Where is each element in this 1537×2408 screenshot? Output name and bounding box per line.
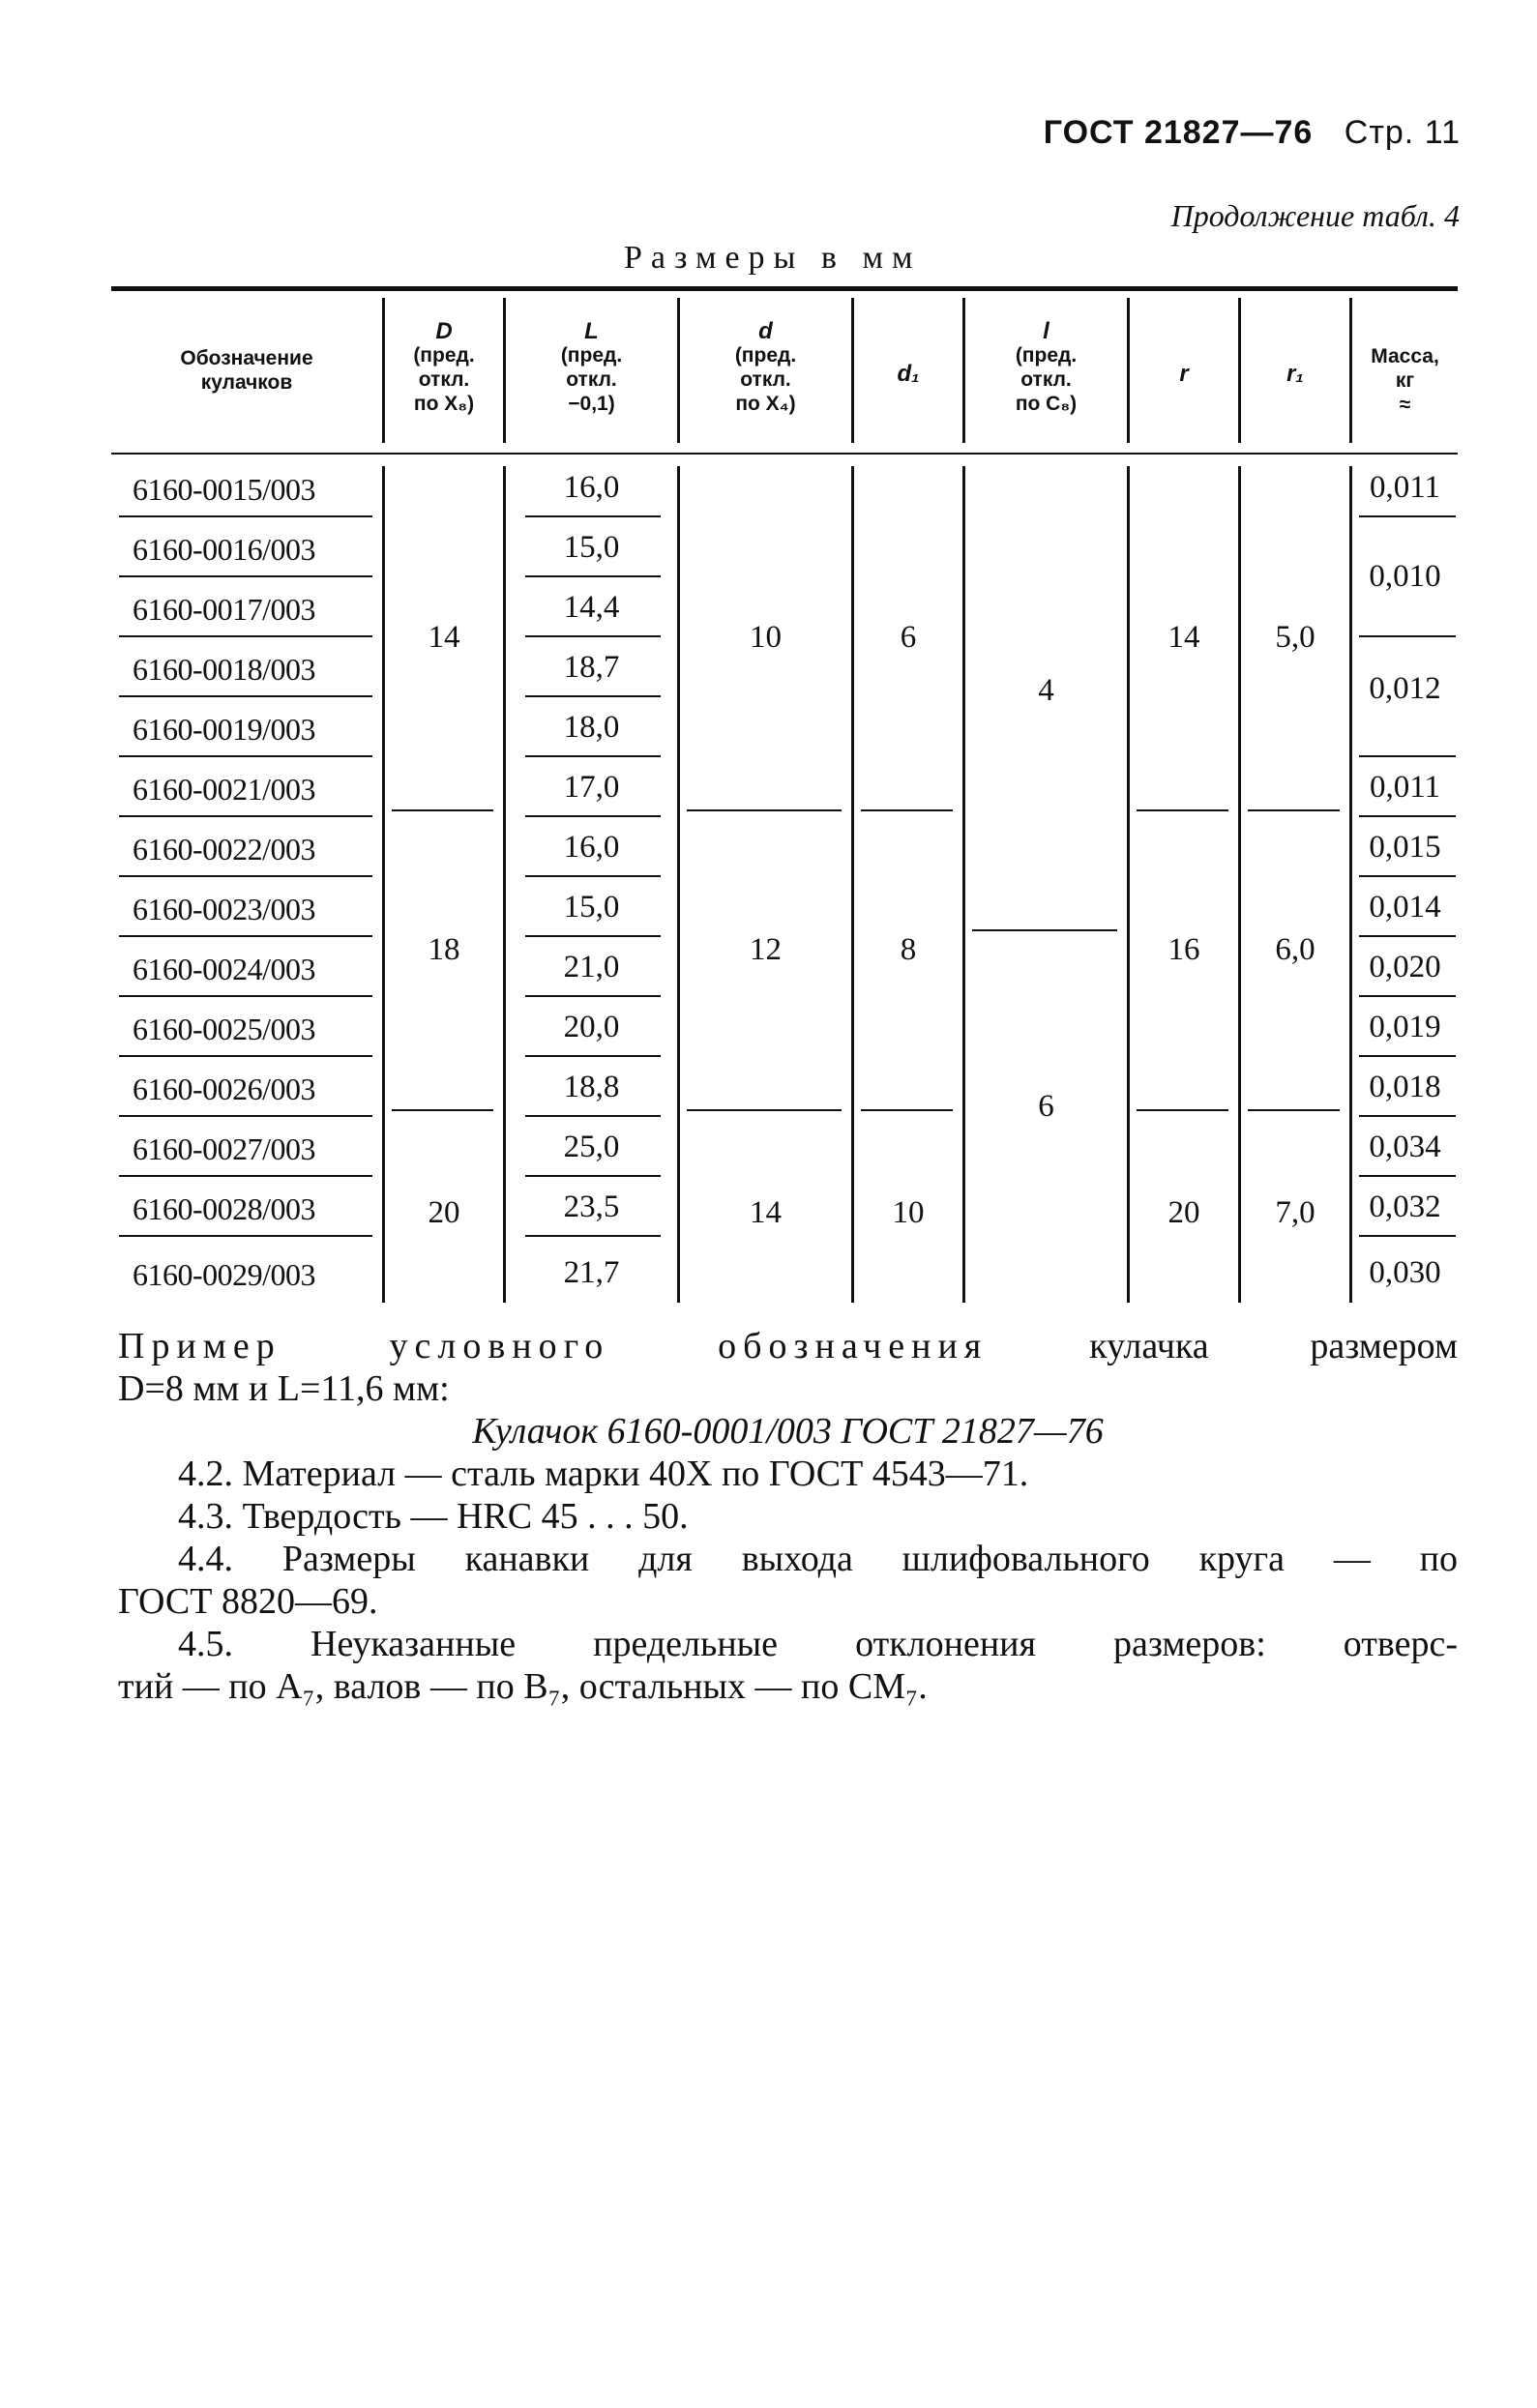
group-separator [1137, 809, 1228, 811]
code-cell: 6160-0027/003 [133, 1131, 316, 1166]
col-divider [1127, 466, 1130, 1303]
row-underline [525, 815, 661, 817]
page-header [967, 114, 1461, 152]
row-underline [1359, 1115, 1456, 1117]
row-underline [525, 1235, 661, 1237]
col-divider [851, 466, 854, 1303]
mass-cell: 0,011 [1369, 470, 1441, 505]
D-value: 20 [428, 1195, 460, 1230]
header-r1: r₁ [1286, 361, 1304, 387]
r1-value: 5,0 [1275, 620, 1315, 655]
code-cell: 6160-0023/003 [133, 892, 316, 926]
example-designation: Кулачок 6160-0001/003 ГОСТ 21827—76 [472, 1411, 1104, 1452]
l-value: 6 [1038, 1089, 1054, 1124]
row-underline [525, 575, 661, 577]
group-separator [861, 809, 953, 811]
d1-value: 8 [900, 932, 917, 967]
dimensions-table [111, 286, 1458, 1311]
group-separator [1248, 809, 1340, 811]
row-underline [119, 1235, 372, 1237]
row-underline [1359, 815, 1456, 817]
mass-cell: 0,034 [1369, 1130, 1441, 1164]
mass-cell: 0,014 [1369, 890, 1441, 925]
header-L: L (пред. откл. −0,1) [560, 318, 623, 415]
table-continuation-label: Продолжение табл. 4 [1170, 198, 1460, 233]
row-underline [525, 1115, 661, 1117]
col-divider [382, 466, 385, 1303]
row-underline [119, 995, 372, 997]
group-separator [687, 809, 842, 811]
header-d: d (пред. откл. по X₄) [734, 318, 797, 415]
L-cell: 14,4 [563, 590, 620, 625]
L-cell: 21,7 [563, 1255, 620, 1290]
col-divider [677, 466, 680, 1303]
L-cell: 18,7 [563, 650, 620, 685]
row-underline [119, 695, 372, 697]
col-divider [1238, 466, 1241, 1303]
mass-cell: 0,018 [1369, 1070, 1441, 1104]
code-cell: 6160-0026/003 [133, 1072, 316, 1106]
clause-4-3: 4.3. Твердость — HRC 45 . . . 50. [178, 1496, 689, 1537]
row-underline [1359, 935, 1456, 937]
row-underline [119, 1175, 372, 1177]
clause-4-2: 4.2. Материал — сталь марки 40Х по ГОСТ 4543—71. [178, 1454, 1029, 1494]
row-underline [119, 875, 372, 877]
code-cell: 6160-0029/003 [133, 1257, 316, 1292]
L-cell: 21,0 [563, 950, 620, 984]
standard-number: ГОСТ 21827—76 [1043, 114, 1314, 151]
row-underline [119, 575, 372, 577]
code-cell: 6160-0024/003 [133, 952, 316, 986]
L-cell: 17,0 [563, 770, 620, 805]
group-separator [861, 1109, 953, 1111]
D-value: 14 [428, 620, 460, 655]
row-underline [525, 755, 661, 757]
example-heading: Пример условного обозначения [118, 1326, 989, 1366]
mass-cell: 0,010 [1369, 559, 1441, 594]
row-underline [119, 1055, 372, 1057]
group-separator [1248, 1109, 1340, 1111]
row-underline [119, 935, 372, 937]
L-cell: 16,0 [563, 830, 620, 865]
row-underline [1359, 995, 1456, 997]
code-cell: 6160-0028/003 [133, 1191, 316, 1226]
group-separator [972, 929, 1117, 931]
r1-value: 7,0 [1275, 1195, 1315, 1230]
row-underline [119, 815, 372, 817]
code-cell: 6160-0017/003 [133, 592, 316, 627]
d1-value: 6 [900, 620, 917, 655]
table-header-rule [111, 453, 1458, 455]
code-cell: 6160-0019/003 [133, 712, 316, 747]
col-divider [962, 466, 965, 1303]
row-underline [1359, 755, 1456, 757]
header-mass: Масса, кг ≈ [1371, 345, 1439, 416]
row-underline [1359, 1235, 1456, 1237]
code-cell: 6160-0025/003 [133, 1012, 316, 1046]
mass-cell: 0,012 [1369, 671, 1441, 706]
header-code: Обозначение кулачков [180, 347, 313, 394]
row-underline [1359, 515, 1456, 517]
table-top-rule [111, 286, 1458, 291]
r-value: 14 [1168, 620, 1200, 655]
row-underline [119, 635, 372, 637]
header-d1: d₁ [897, 361, 920, 387]
row-underline [119, 515, 372, 517]
code-cell: 6160-0022/003 [133, 832, 316, 866]
d1-value: 10 [892, 1195, 925, 1230]
clause-4-4-line-1: 4.4. Размеры канавки для выхода шлифовального круга — по [178, 1539, 1458, 1579]
mass-cell: 0,020 [1369, 950, 1441, 984]
page-number: Стр. 11 [1344, 114, 1461, 151]
code-cell: 6160-0018/003 [133, 652, 316, 687]
row-underline [525, 635, 661, 637]
group-separator [1137, 1109, 1228, 1111]
group-separator [392, 809, 493, 811]
D-value: 18 [428, 932, 460, 967]
group-separator [392, 1109, 493, 1111]
row-underline [525, 515, 661, 517]
row-underline [1359, 635, 1456, 637]
mass-cell: 0,032 [1369, 1189, 1441, 1224]
r1-value: 6,0 [1275, 932, 1315, 967]
d-value: 10 [750, 620, 782, 655]
row-underline [1359, 1055, 1456, 1057]
header-r: r [1179, 361, 1189, 387]
example-line-1 [118, 1325, 1458, 1367]
row-underline [525, 875, 661, 877]
L-cell: 23,5 [563, 1189, 620, 1224]
row-underline [119, 755, 372, 757]
r-value: 20 [1168, 1195, 1200, 1230]
d-value: 14 [750, 1195, 782, 1230]
code-cell: 6160-0016/003 [133, 532, 316, 567]
mass-cell: 0,015 [1369, 830, 1441, 865]
clause-4-5-line-2: тий — по A₇, валов — по B₇, остальных — по CM₇. [118, 1666, 928, 1707]
row-underline [525, 695, 661, 697]
L-cell: 25,0 [563, 1130, 620, 1164]
header-D: D (пред. откл. по X₈) [413, 318, 475, 415]
d-value: 12 [750, 932, 782, 967]
clause-4-5-line-1: 4.5. Неуказанные предельные отклонения размеров: отверс- [178, 1624, 1458, 1664]
row-underline [525, 1055, 661, 1057]
row-underline [525, 995, 661, 997]
l-value: 4 [1038, 673, 1054, 708]
L-cell: 15,0 [563, 890, 620, 925]
L-cell: 18,8 [563, 1070, 620, 1104]
example-rest: кулачка размером [988, 1326, 1458, 1366]
row-underline [119, 1115, 372, 1117]
group-separator [687, 1109, 842, 1111]
row-underline [525, 1175, 661, 1177]
L-cell: 20,0 [563, 1010, 620, 1044]
row-underline [1359, 875, 1456, 877]
mass-cell: 0,030 [1369, 1255, 1441, 1290]
table-units-label: Размеры в мм [624, 240, 922, 276]
mass-cell: 0,011 [1369, 770, 1441, 805]
code-cell: 6160-0021/003 [133, 772, 316, 807]
L-cell: 15,0 [563, 530, 620, 565]
example-line-2: D=8 мм и L=11,6 мм: [118, 1368, 450, 1409]
L-cell: 18,0 [563, 710, 620, 745]
row-underline [1359, 1175, 1456, 1177]
header-l: l (пред. откл. по C₈) [1015, 318, 1078, 415]
mass-cell: 0,019 [1369, 1010, 1441, 1044]
body-text [118, 1325, 1458, 1708]
clause-4-4-line-2: ГОСТ 8820—69. [118, 1581, 378, 1622]
row-underline [525, 935, 661, 937]
L-cell: 16,0 [563, 470, 620, 505]
r-value: 16 [1168, 932, 1200, 967]
code-cell: 6160-0015/003 [133, 472, 316, 507]
